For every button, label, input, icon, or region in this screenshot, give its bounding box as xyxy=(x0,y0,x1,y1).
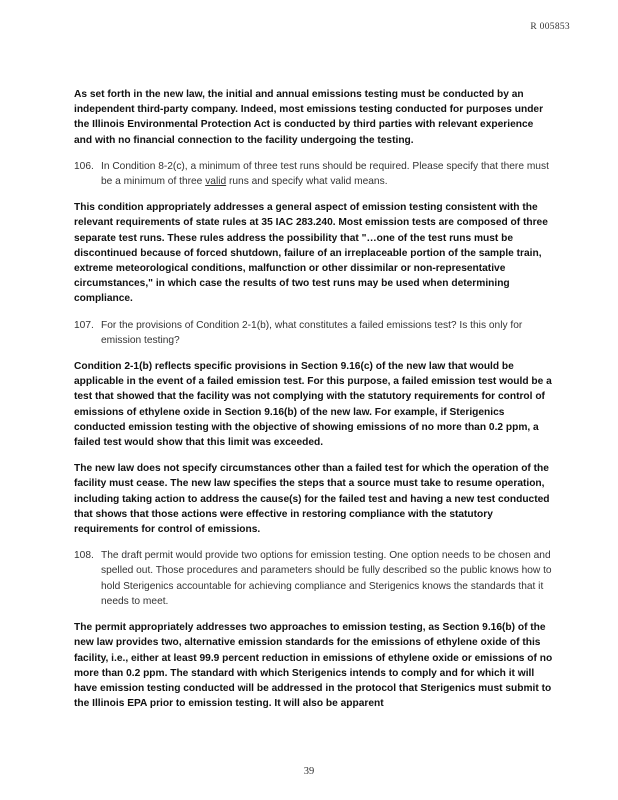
question-106 xyxy=(74,159,554,189)
question-number: 108. xyxy=(74,550,94,562)
emphasized-word: valid xyxy=(205,176,227,188)
question-text: The draft permit would provide two options for emission testing. One option needs to be chosen and spelled out. Those procedures and parameters should be fully described so the public knows how to hold Sterigenics accountable for achieving compliance and Sterigenics knows the standards that it needs to meet. xyxy=(101,550,552,607)
response-paragraph: As set forth in the new law, the initial and annual emissions testing must be conducted by an independent third-party company. Indeed, most emissions testing conducted for purposes under the Illinois Environmental Protection Act is conducted by third parties with relevant experience and with no financial connection to the facility undergoing the testing. xyxy=(74,89,544,146)
question-108 xyxy=(74,548,554,609)
question-number: 106. xyxy=(74,160,94,172)
question-number: 107. xyxy=(74,319,94,331)
question-107 xyxy=(74,318,554,348)
question-text: In Condition 8-2(c), a minimum of three test runs should be required. Please specify that there must be a minimum of three valid runs and specify what valid means. xyxy=(101,160,549,188)
bates-number: R 005853 xyxy=(530,22,570,32)
response-paragraph: Condition 2-1(b) reflects specific provisions in Section 9.16(c) of the new law that would be applicable in the event of a failed emission test. For this purpose, a failed emission test would be a test that showed that the facility was not complying with the statutory requirements for control of emissions of ethylene oxide in Section 9.16(b) of the new law. For example, if Sterigenics conducted emission testing with the objective of showing emissions of no more than 0.2 ppm, a failed test would show that this limit was exceeded. xyxy=(74,361,552,449)
question-text: For the provisions of Condition 2-1(b), what constitutes a failed emissions test? Is this only for emission testing? xyxy=(101,319,523,346)
response-paragraph: The permit appropriately addresses two approaches to emission testing, as Section 9.16(b) of the new law provides two, alternative emission standards for the emissions of ethylene oxide of this facility, i.e., either at least 99.9 percent reduction in emissions of ethylene oxide or emissions of no more than 0.2 ppm. The standard with which Sterigenics intends to comply and for which it will have emission testing conducted will be addressed in the protocol that Sterigenics must submit to the Illinois EPA prior to emission testing. It will also be apparent xyxy=(74,622,553,710)
page-body xyxy=(74,87,554,711)
page-number: 39 xyxy=(303,766,315,777)
response-paragraph: This condition appropriately addresses a general aspect of emission testing consistent with the relevant requirements of state rules at 35 IAC 283.240. Most emission tests are composed of three separate test runs. These rules address the possibility that "…one of the test runs must be discontinued because of forced shutdown, failure of an irreplaceable portion of the sample train, extreme meteorological conditions, malfunction or other dissimilar or non-representative circumstances," in which case the results of two test runs may be used when determining compliance. xyxy=(74,202,548,305)
response-paragraph: The new law does not specify circumstances other than a failed test for which the operation of the facility must cease. The new law specifies the steps that a source must take to resume operation, including taking action to address the cause(s) for the failed test and having a new test conducted that shows that those actions were effective in restoring compliance with the statutory requirements for control of emissions. xyxy=(74,463,550,536)
